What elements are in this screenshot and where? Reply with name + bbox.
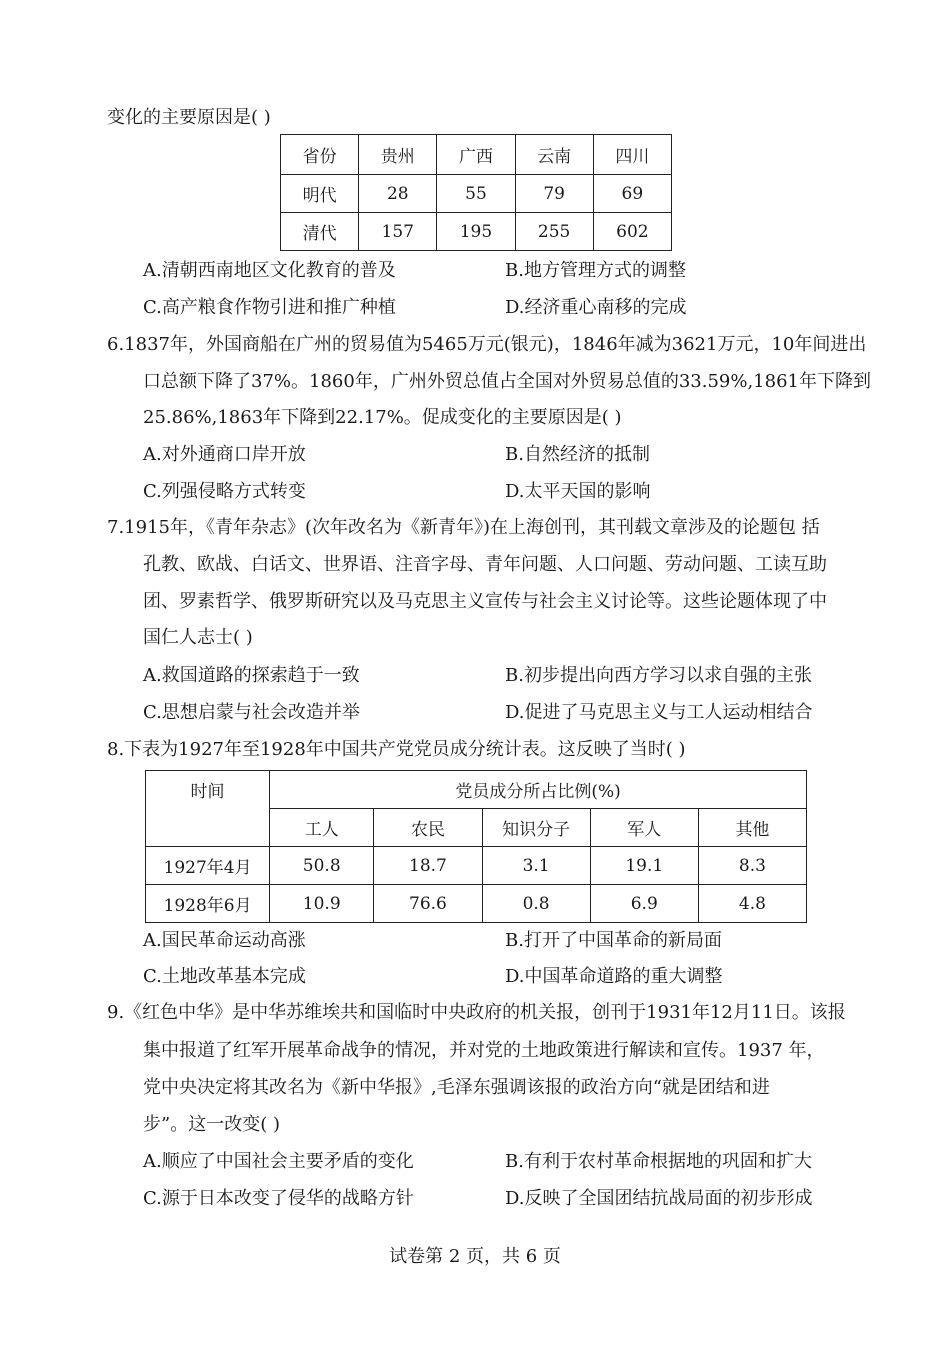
q5-option-a[interactable]: A.清朝西南地区文化教育的普及	[143, 260, 396, 281]
q6-stem-line-2: 口总额下降了37%。1860年，广州外贸总值占全国对外贸易总值的33.59%,1861年下降到	[143, 371, 871, 392]
q9-stem-line-1: 9.《红色中华》是中华苏维埃共和国临时中央政府的机关报，创刊于1931年12月11日。该报	[107, 1002, 846, 1023]
q9-option-d[interactable]: D.反映了全国团结抗战局面的初步形成	[505, 1188, 813, 1209]
table-cell: 省份	[281, 135, 359, 175]
table-cell: 4.8	[698, 885, 806, 923]
table-cell: 四川	[593, 135, 671, 175]
table-cell: 农民	[374, 809, 482, 847]
q7-stem-line-1: 7.1915年，《青年杂志》(次年改名为《新青年》)在上海创刊，其刊载文章涉及的论题包 括	[107, 517, 820, 538]
table-cell: 6.9	[590, 885, 698, 923]
table-cell: 195	[437, 213, 515, 251]
q7-stem-line-2: 孔教、欧战、白话文、世界语、注音字母、青年问题、人口问题、劳动问题、工读互助	[143, 554, 827, 575]
q5-lead: 变化的主要原因是( )	[107, 107, 271, 128]
q7-option-a[interactable]: A.救国道路的探索趋于一致	[143, 665, 360, 686]
table-row	[146, 771, 807, 809]
q5-option-c[interactable]: C.高产粮食作物引进和推广种植	[143, 297, 396, 318]
table-cell: 69	[593, 175, 671, 213]
table-cell: 79	[515, 175, 593, 213]
q8-option-c[interactable]: C.土地改革基本完成	[143, 966, 306, 987]
q6-option-a[interactable]: A.对外通商口岸开放	[143, 444, 306, 465]
q7-option-d[interactable]: D.促进了马克思主义与工人运动相结合	[505, 702, 813, 723]
q5-option-d[interactable]: D.经济重心南移的完成	[505, 297, 687, 318]
q8-option-a[interactable]: A.国民革命运动高涨	[143, 930, 306, 951]
table-row	[281, 213, 672, 251]
table-cell: 知识分子	[482, 809, 590, 847]
table-cell: 50.8	[270, 847, 374, 885]
table-cell: 党员成分所占比例(%)	[270, 771, 807, 809]
table-cell: 0.8	[482, 885, 590, 923]
q8-stem: 8.下表为1927年至1928年中国共产党党员成分统计表。这反映了当时( )	[107, 739, 686, 760]
table-cell: 贵州	[359, 135, 437, 175]
table-cell: 清代	[281, 213, 359, 251]
q6-stem-line-1: 6.1837年，外国商船在广州的贸易值为5465万元(银元)，1846年减为3621万元，10年间进出	[107, 334, 867, 355]
table-row	[281, 175, 672, 213]
q6-option-d[interactable]: D.太平天国的影响	[505, 481, 651, 502]
q8-table	[145, 770, 807, 923]
table-cell: 602	[593, 213, 671, 251]
table-row	[146, 885, 807, 923]
q7-option-b[interactable]: B.初步提出向西方学习以求自强的主张	[505, 665, 812, 686]
q6-option-c[interactable]: C.列强侵略方式转变	[143, 481, 306, 502]
q9-option-b[interactable]: B.有利于农村革命根据地的巩固和扩大	[505, 1151, 812, 1172]
page-footer: 试卷第 2 页，共 6 页	[389, 1246, 561, 1267]
table-cell: 3.1	[482, 847, 590, 885]
table-cell: 时间	[146, 771, 270, 847]
q9-stem-line-2: 集中报道了红军开展革命战争的情况，并对党的土地政策进行解读和宣传。1937 年，	[143, 1040, 825, 1061]
table-cell: 云南	[515, 135, 593, 175]
table-cell: 55	[437, 175, 515, 213]
q8-option-b[interactable]: B.打开了中国革命的新局面	[505, 930, 722, 951]
table-row	[146, 847, 807, 885]
table-row	[281, 135, 672, 175]
table-cell: 广西	[437, 135, 515, 175]
table-cell: 19.1	[590, 847, 698, 885]
q7-stem-line-4: 国仁人志士( )	[143, 627, 253, 648]
table-cell: 明代	[281, 175, 359, 213]
q5-option-b[interactable]: B.地方管理方式的调整	[505, 260, 686, 281]
table-cell: 1927年4月	[146, 847, 270, 885]
table-cell: 157	[359, 213, 437, 251]
q6-option-b[interactable]: B.自然经济的抵制	[505, 444, 650, 465]
table-cell: 8.3	[698, 847, 806, 885]
q9-stem-line-3: 党中央决定将其改名为《新中华报》,毛泽东强调该报的政治方向“就是团结和进	[143, 1077, 770, 1098]
q6-stem-line-3: 25.86%,1863年下降到22.17%。促成变化的主要原因是( )	[143, 407, 622, 428]
table-cell: 28	[359, 175, 437, 213]
table-cell: 工人	[270, 809, 374, 847]
q7-stem-line-3: 团、罗素哲学、俄罗斯研究以及马克思主义宣传与社会主义讨论等。这些论题体现了中	[143, 591, 827, 612]
table-cell: 255	[515, 213, 593, 251]
table-cell: 其他	[698, 809, 806, 847]
q5-table	[280, 134, 672, 251]
q9-stem-line-4: 步”。这一改变( )	[143, 1114, 280, 1135]
q8-option-d[interactable]: D.中国革命道路的重大调整	[505, 966, 723, 987]
q7-option-c[interactable]: C.思想启蒙与社会改造并举	[143, 702, 360, 723]
table-cell: 76.6	[374, 885, 482, 923]
q9-option-c[interactable]: C.源于日本改变了侵华的战略方针	[143, 1188, 414, 1209]
table-cell: 10.9	[270, 885, 374, 923]
table-cell: 1928年6月	[146, 885, 270, 923]
table-cell: 18.7	[374, 847, 482, 885]
q9-option-a[interactable]: A.顺应了中国社会主要矛盾的变化	[143, 1151, 414, 1172]
table-cell: 军人	[590, 809, 698, 847]
